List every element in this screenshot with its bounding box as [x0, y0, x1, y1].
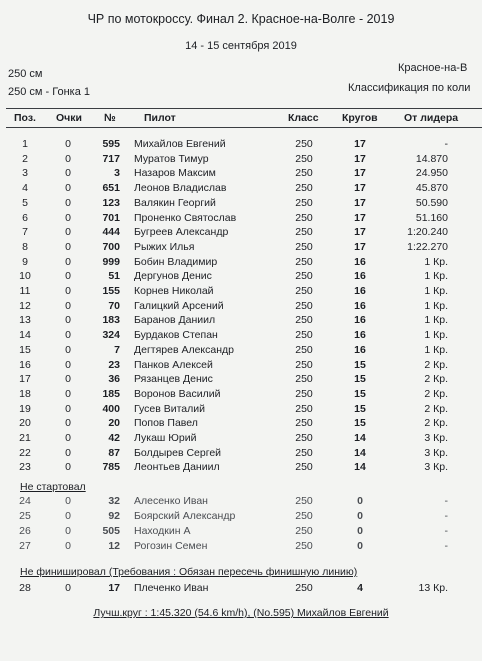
- cell-gap: -: [444, 525, 448, 537]
- cell-class: 250: [295, 373, 313, 386]
- dns-section-title: Не стартовал: [20, 481, 86, 493]
- table-row: [0, 167, 482, 181]
- cell-pilot: Муратов Тимур: [134, 152, 209, 165]
- cell-gap: 1 Кр.: [424, 255, 448, 268]
- cell-pos: 10: [19, 270, 31, 283]
- cell-class: 250: [295, 525, 313, 537]
- cell-pilot: Назаров Максим: [134, 167, 216, 180]
- cell-number: 17: [108, 582, 120, 594]
- cell-class: 250: [295, 343, 313, 356]
- cell-gap: -: [444, 510, 448, 522]
- cell-laps: 16: [354, 299, 366, 312]
- cell-class: 250: [295, 167, 313, 180]
- cell-laps: 16: [354, 329, 366, 342]
- event-title: ЧР по мотокроссу. Финал 2. Красное-на-Волге - 2019: [87, 12, 395, 26]
- cell-laps: 17: [354, 211, 366, 224]
- table-row: [0, 241, 482, 255]
- cell-number: 717: [102, 152, 120, 165]
- cell-points: 0: [65, 373, 71, 386]
- cell-pos: 16: [19, 358, 31, 371]
- cell-class: 250: [295, 196, 313, 209]
- cell-number: 999: [102, 255, 120, 268]
- cell-pilot: Попов Павел: [134, 417, 198, 430]
- cell-pilot: Дегтярев Александр: [134, 343, 234, 356]
- cell-points: 0: [65, 387, 71, 400]
- cell-pos: 20: [19, 417, 31, 430]
- cell-gap: 24.950: [415, 167, 448, 180]
- cell-number: 36: [108, 373, 120, 386]
- cell-class: 250: [295, 255, 313, 268]
- cell-pilot: Находкин А: [134, 525, 191, 537]
- cell-points: 0: [65, 461, 71, 474]
- table-row: [0, 300, 482, 314]
- cell-class: 250: [295, 402, 313, 415]
- cell-laps: 16: [354, 314, 366, 327]
- table-row: [0, 285, 482, 299]
- table-row: [0, 582, 482, 596]
- cell-laps: 15: [354, 387, 366, 400]
- cell-laps: 4: [357, 582, 363, 594]
- cell-gap: 2 Кр.: [424, 402, 448, 415]
- cell-class: 250: [295, 540, 313, 552]
- cell-laps: 0: [357, 510, 363, 522]
- cell-class: 250: [295, 446, 313, 459]
- cell-gap: -: [444, 495, 448, 507]
- table-row: [0, 461, 482, 475]
- cell-gap: 2 Кр.: [424, 387, 448, 400]
- cell-pos: 13: [19, 314, 31, 327]
- cell-number: 700: [102, 240, 120, 253]
- cell-gap: 1 Кр.: [424, 329, 448, 342]
- cell-number: 185: [102, 387, 120, 400]
- cell-laps: 17: [354, 182, 366, 195]
- cell-pilot: Дергунов Денис: [134, 270, 212, 283]
- table-row: [0, 212, 482, 226]
- cell-pos: 27: [19, 540, 31, 552]
- cell-laps: 14: [354, 432, 366, 444]
- cell-points: 0: [65, 211, 71, 224]
- cell-class: 250: [295, 138, 313, 150]
- cell-laps: 16: [354, 270, 366, 283]
- cell-gap: 1 Кр.: [424, 285, 448, 297]
- cell-points: 0: [65, 329, 71, 342]
- cell-pilot: Корнев Николай: [134, 285, 214, 297]
- cell-gap: 1 Кр.: [424, 314, 448, 327]
- cell-laps: 15: [354, 358, 366, 371]
- cell-laps: 14: [354, 446, 366, 459]
- cell-points: 0: [65, 582, 71, 594]
- cell-points: 0: [65, 525, 71, 537]
- cell-pilot: Боярский Александр: [134, 510, 236, 522]
- cell-laps: 17: [354, 138, 366, 150]
- header-top-rule: [6, 108, 482, 109]
- table-row: [0, 153, 482, 167]
- cell-gap: -: [444, 138, 448, 150]
- cell-pos: 26: [19, 525, 31, 537]
- cell-pos: 14: [19, 329, 31, 342]
- cell-pilot: Бурдаков Степан: [134, 329, 218, 342]
- cell-class: 250: [295, 582, 313, 594]
- cell-pilot: Михайлов Евгений: [134, 138, 226, 150]
- cell-number: 51: [108, 270, 120, 283]
- cell-number: 20: [108, 417, 120, 430]
- cell-class: 250: [295, 285, 313, 297]
- cell-gap: 1 Кр.: [424, 299, 448, 312]
- table-row: [0, 329, 482, 343]
- cell-points: 0: [65, 182, 71, 195]
- cell-pos: 7: [22, 226, 28, 239]
- cell-points: 0: [65, 152, 71, 165]
- cell-class: 250: [295, 152, 313, 165]
- table-row: [0, 417, 482, 431]
- cell-gap: 51.160: [415, 211, 448, 224]
- cell-pilot: Проненко Святослав: [134, 211, 237, 224]
- cell-pos: 5: [22, 196, 28, 209]
- cell-gap: 3 Кр.: [424, 432, 448, 444]
- cell-pos: 1: [22, 138, 28, 150]
- table-row: [0, 525, 482, 539]
- cell-points: 0: [65, 510, 71, 522]
- cell-pilot: Лукаш Юрий: [134, 432, 197, 444]
- cell-number: 32: [108, 495, 120, 507]
- cell-gap: 14.870: [415, 152, 448, 165]
- cell-gap: 2 Кр.: [424, 373, 448, 386]
- cell-pilot: Валякин Георгий: [134, 196, 216, 209]
- cell-number: 3: [114, 167, 120, 180]
- cell-pos: 3: [22, 167, 28, 180]
- col-points: Очки: [56, 112, 82, 124]
- cell-pilot: Плеченко Иван: [134, 582, 209, 594]
- table-row: [0, 495, 482, 509]
- cell-number: 155: [102, 285, 120, 297]
- cell-points: 0: [65, 446, 71, 459]
- cell-number: 183: [102, 314, 120, 327]
- cell-laps: 0: [357, 540, 363, 552]
- cell-pilot: Рязанцев Денис: [134, 373, 213, 386]
- cell-gap: 50.590: [415, 196, 448, 209]
- cell-gap: 13 Кр.: [418, 582, 448, 594]
- cell-laps: 0: [357, 495, 363, 507]
- cell-pos: 17: [19, 373, 31, 386]
- race-label: 250 см - Гонка 1: [8, 86, 91, 98]
- cell-pilot: Леонов Владислав: [134, 182, 227, 195]
- cell-pos: 21: [19, 432, 31, 444]
- location-label: Красное-на-В: [398, 62, 468, 74]
- cell-gap: 2 Кр.: [424, 358, 448, 371]
- table-row: [0, 256, 482, 270]
- cell-pos: 19: [19, 402, 31, 415]
- cell-number: 123: [102, 196, 120, 209]
- cell-points: 0: [65, 358, 71, 371]
- cell-pilot: Гусев Виталий: [134, 402, 205, 415]
- cell-pilot: Бобин Владимир: [134, 255, 218, 268]
- table-row: [0, 314, 482, 328]
- cell-pos: 4: [22, 182, 28, 195]
- cell-number: 7: [114, 343, 120, 356]
- col-class: Класс: [288, 112, 319, 124]
- cell-laps: 17: [354, 152, 366, 165]
- table-row: [0, 226, 482, 240]
- cell-number: 595: [102, 138, 120, 150]
- cell-class: 250: [295, 358, 313, 371]
- cell-pos: 11: [19, 285, 31, 297]
- cell-pilot: Алесенко Иван: [134, 495, 208, 507]
- cell-pos: 24: [19, 495, 31, 507]
- cell-laps: 15: [354, 417, 366, 430]
- cell-points: 0: [65, 138, 71, 150]
- cell-laps: 17: [354, 240, 366, 253]
- cell-number: 701: [102, 211, 120, 224]
- cell-class: 250: [295, 387, 313, 400]
- cell-pilot: Галицкий Арсений: [134, 299, 224, 312]
- cell-pos: 2: [22, 152, 28, 165]
- cell-points: 0: [65, 270, 71, 283]
- cell-laps: 15: [354, 402, 366, 415]
- cell-pos: 8: [22, 240, 28, 253]
- cell-gap: 3 Кр.: [424, 446, 448, 459]
- table-row: [0, 510, 482, 524]
- cell-class: 250: [295, 240, 313, 253]
- cell-gap: -: [444, 540, 448, 552]
- dnf-section-title: Не финишировал (Требования : Обязан пересечь финишную линию): [20, 566, 358, 578]
- cell-pilot: Рыжих Илья: [134, 240, 195, 253]
- table-row: [0, 432, 482, 446]
- cell-class: 250: [295, 299, 313, 312]
- cell-laps: 17: [354, 167, 366, 180]
- cell-class: 250: [295, 182, 313, 195]
- table-row: [0, 182, 482, 196]
- cell-gap: 2 Кр.: [424, 417, 448, 430]
- cell-gap: 3 Кр.: [424, 461, 448, 474]
- cell-pilot: Воронов Василий: [134, 387, 221, 400]
- table-row: [0, 344, 482, 358]
- cell-number: 70: [108, 299, 120, 312]
- cell-class: 250: [295, 510, 313, 522]
- cell-gap: 45.870: [415, 182, 448, 195]
- col-pilot: Пилот: [144, 112, 176, 124]
- cell-pos: 23: [19, 461, 31, 474]
- cell-class: 250: [295, 495, 313, 507]
- cell-points: 0: [65, 255, 71, 268]
- cell-pos: 12: [19, 299, 31, 312]
- cell-laps: 0: [357, 525, 363, 537]
- table-row: [0, 388, 482, 402]
- cell-laps: 16: [354, 255, 366, 268]
- table-row: [0, 447, 482, 461]
- col-gap: От лидера: [404, 112, 459, 124]
- cell-points: 0: [65, 240, 71, 253]
- cell-class: 250: [295, 417, 313, 430]
- cell-points: 0: [65, 285, 71, 297]
- cell-number: 400: [102, 402, 120, 415]
- col-number: №: [104, 112, 116, 124]
- cell-number: 23: [108, 358, 120, 371]
- cell-class: 250: [295, 314, 313, 327]
- cell-class: 250: [295, 226, 313, 239]
- cell-number: 87: [108, 446, 120, 459]
- cell-gap: 1:20.240: [407, 226, 448, 239]
- cell-number: 505: [102, 525, 120, 537]
- cell-points: 0: [65, 402, 71, 415]
- table-row: [0, 359, 482, 373]
- cell-pos: 15: [19, 343, 31, 356]
- cell-number: 651: [102, 182, 120, 195]
- cell-points: 0: [65, 417, 71, 430]
- cell-gap: 1:22.270: [407, 240, 448, 253]
- cell-pos: 6: [22, 211, 28, 224]
- table-row: [0, 373, 482, 387]
- cell-number: 324: [102, 329, 120, 342]
- cell-points: 0: [65, 226, 71, 239]
- cell-gap: 1 Кр.: [424, 343, 448, 356]
- cell-number: 12: [108, 540, 120, 552]
- cell-pilot: Панков Алексей: [134, 358, 213, 371]
- cell-laps: 14: [354, 461, 366, 474]
- cell-class: 250: [295, 270, 313, 283]
- cell-pilot: Болдырев Сергей: [134, 446, 222, 459]
- category-label: 250 см: [8, 68, 43, 80]
- cell-laps: 17: [354, 196, 366, 209]
- cell-pilot: Леонтьев Даниил: [134, 461, 220, 474]
- cell-pos: 28: [19, 582, 31, 594]
- cell-points: 0: [65, 299, 71, 312]
- cell-number: 785: [102, 461, 120, 474]
- classification-label: Классификация по коли: [348, 82, 471, 94]
- table-row: [0, 270, 482, 284]
- cell-class: 250: [295, 461, 313, 474]
- table-row: [0, 403, 482, 417]
- cell-points: 0: [65, 432, 71, 444]
- cell-pos: 22: [19, 446, 31, 459]
- cell-laps: 16: [354, 343, 366, 356]
- cell-pos: 18: [19, 387, 31, 400]
- cell-laps: 16: [354, 285, 366, 297]
- event-dates: 14 - 15 сентября 2019: [185, 40, 297, 52]
- col-pos: Поз.: [14, 112, 36, 124]
- col-laps: Кругов: [342, 112, 378, 124]
- cell-pilot: Рогозин Семен: [134, 540, 208, 552]
- cell-points: 0: [65, 167, 71, 180]
- cell-points: 0: [65, 196, 71, 209]
- cell-number: 42: [108, 432, 120, 444]
- cell-class: 250: [295, 432, 313, 444]
- cell-points: 0: [65, 540, 71, 552]
- cell-points: 0: [65, 495, 71, 507]
- cell-laps: 17: [354, 226, 366, 239]
- cell-pilot: Баранов Даниил: [134, 314, 216, 327]
- cell-class: 250: [295, 329, 313, 342]
- header-bottom-rule: [6, 127, 482, 128]
- table-row: [0, 197, 482, 211]
- cell-laps: 15: [354, 373, 366, 386]
- cell-pilot: Бугреев Александр: [134, 226, 229, 239]
- cell-number: 444: [102, 226, 120, 239]
- best-lap: Лучш.круг : 1:45.320 (54.6 km/h), (No.595) Михайлов Евгений: [93, 607, 389, 619]
- cell-points: 0: [65, 343, 71, 356]
- cell-pos: 25: [19, 510, 31, 522]
- table-row: [0, 138, 482, 152]
- cell-pos: 9: [22, 255, 28, 268]
- cell-number: 92: [108, 510, 120, 522]
- cell-points: 0: [65, 314, 71, 327]
- cell-class: 250: [295, 211, 313, 224]
- table-row: [0, 540, 482, 554]
- cell-gap: 1 Кр.: [424, 270, 448, 283]
